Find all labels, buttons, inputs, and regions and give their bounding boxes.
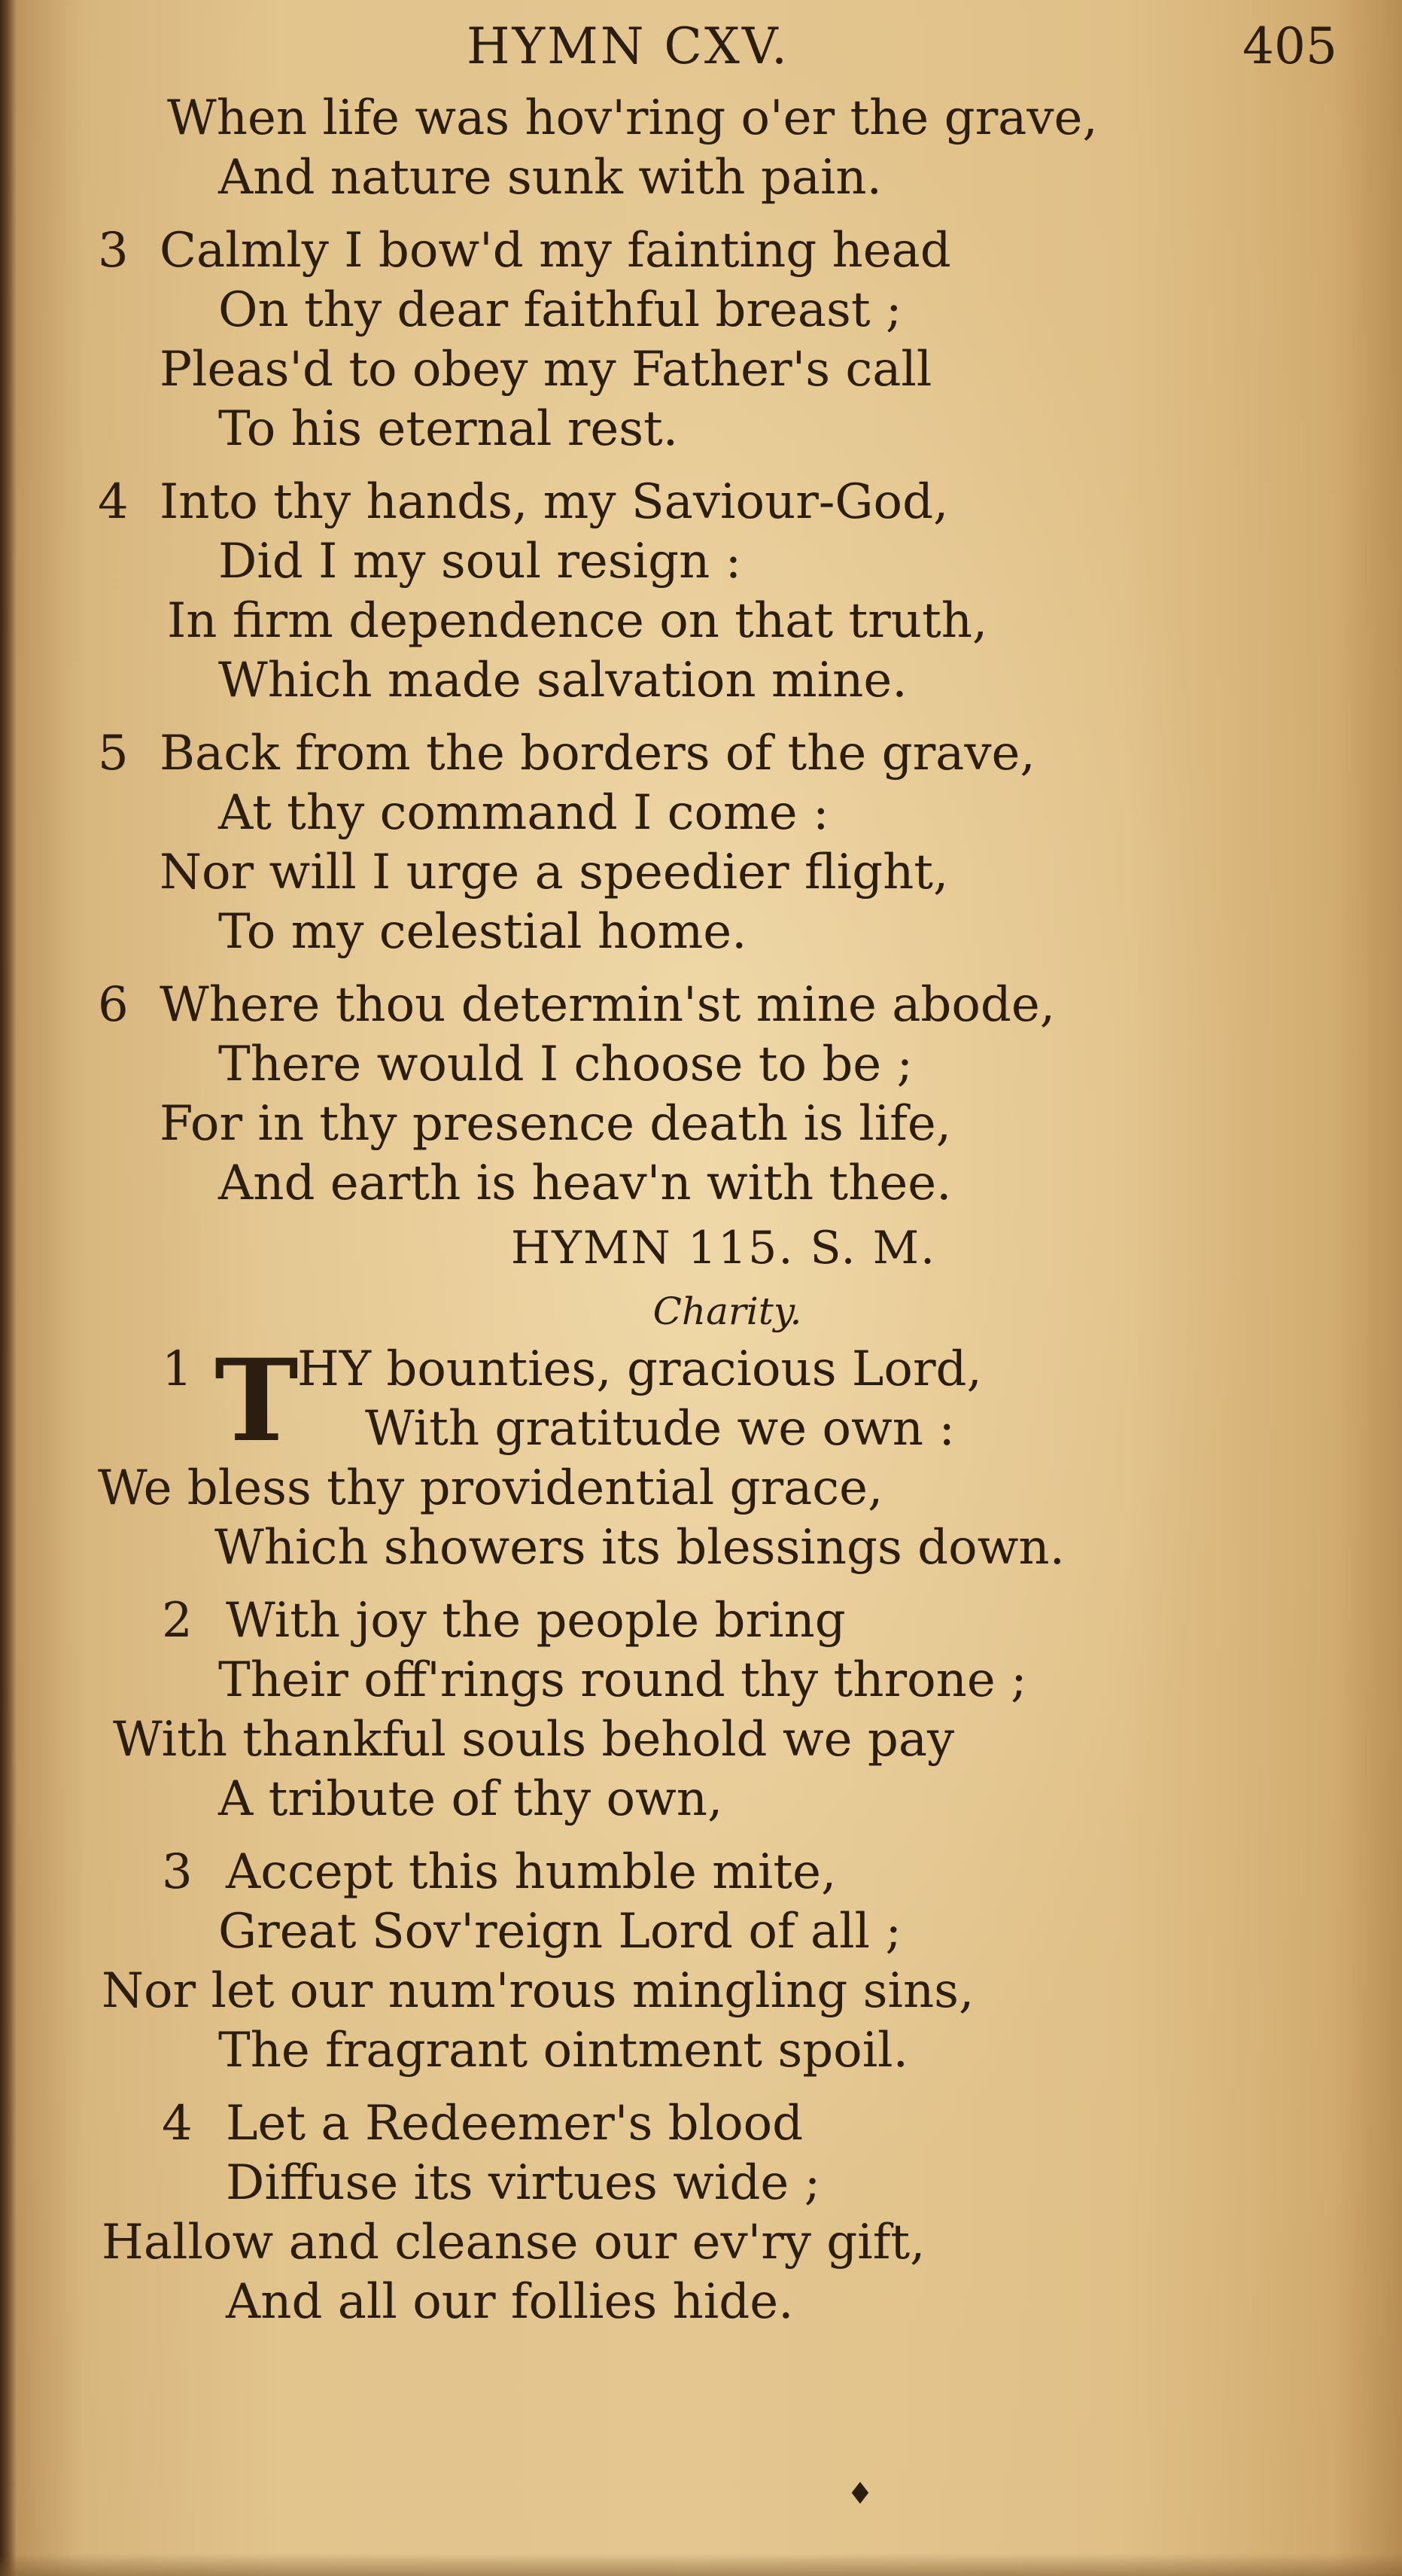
verse-line: And nature sunk with pain.: [218, 150, 882, 206]
verse-line: Diffuse its virtues wide ;: [226, 2155, 821, 2211]
stanza-with-drop-cap: [0, 1335, 1402, 1467]
verse-line: Nor let our num'rous mingling sins,: [102, 1963, 975, 2019]
verse-line: Did I my soul resign :: [218, 534, 742, 589]
verse-line: With gratitude we own :: [365, 1401, 955, 1457]
stanza-number: 1: [162, 1341, 193, 1397]
stanza-number: 5: [98, 726, 129, 781]
verse-line: Nor will I urge a speedier flight,: [160, 845, 949, 900]
verse-line: 4 Let a Redeemer's blood: [0, 2094, 1402, 2154]
verse-line: On thy dear faithful breast ;: [218, 282, 902, 338]
hymn-title: HYMN 115. S. M.: [510, 1222, 937, 1274]
verse-line: Pleas'd to obey my Father's call: [160, 342, 932, 397]
stanza-number: 4: [162, 2096, 193, 2151]
page-number: 405: [1242, 17, 1337, 75]
verse-line: 6 Where thou determin'st mine abode,: [0, 976, 1402, 1035]
verse-line: There would I choose to be ;: [218, 1037, 914, 1092]
stanza-number: 6: [98, 977, 129, 1033]
verse-line: To his eternal rest.: [218, 401, 679, 457]
verse-line: Hallow and cleanse our ev'ry gift,: [102, 2215, 926, 2270]
stanza-number: 2: [162, 1593, 193, 1649]
verse-line: The fragrant ointment spoil.: [218, 2023, 908, 2078]
verse-line: 1 HY bounties, gracious Lord,: [0, 1340, 1402, 1399]
verse-line: To my celestial home.: [218, 904, 747, 960]
running-head: HYMN CXV.: [467, 17, 790, 75]
stanza-number: 4: [98, 474, 129, 530]
stanza-number: 3: [98, 223, 129, 279]
verse-line: 3 Calmly I bow'd my fainting head: [0, 221, 1402, 281]
verse-line: And earth is heav'n with thee.: [218, 1156, 952, 1211]
page-header: [0, 17, 1402, 77]
drop-cap: T: [214, 1335, 299, 1467]
page-body: [0, 89, 1402, 2332]
verse-line: Their off'rings round thy throne ;: [218, 1652, 1027, 1708]
hymn-subtitle: Charity.: [652, 1290, 802, 1333]
stanza-number: 3: [162, 1844, 193, 1900]
verse-line: 4 Into thy hands, my Saviour-God,: [0, 473, 1402, 532]
verse-line: With thankful souls behold we pay: [113, 1712, 955, 1768]
verse-line: We bless thy providential grace,: [98, 1460, 883, 1516]
verse-line: At thy command I come :: [218, 785, 829, 841]
verse-line: And all our follies hide.: [226, 2274, 794, 2330]
verse-line: When life was hov'ring o'er the grave,: [167, 90, 1098, 146]
verse-line: For in thy presence death is life,: [160, 1096, 952, 1152]
verse-line: Which made salvation mine.: [218, 653, 908, 708]
verse-line: Which showers its blessings down.: [214, 1520, 1065, 1576]
ornament-glyph: ♦: [847, 2477, 874, 2511]
verse-line: 5 Back from the borders of the grave,: [0, 724, 1402, 784]
verse-line: In firm dependence on that truth,: [167, 593, 988, 649]
verse-line: Great Sov'reign Lord of all ;: [218, 1904, 902, 1959]
verse-line: A tribute of thy own,: [218, 1771, 723, 1827]
verse-line: 2 With joy the people bring: [0, 1591, 1402, 1651]
verse-line: 3 Accept this humble mite,: [0, 1843, 1402, 1902]
